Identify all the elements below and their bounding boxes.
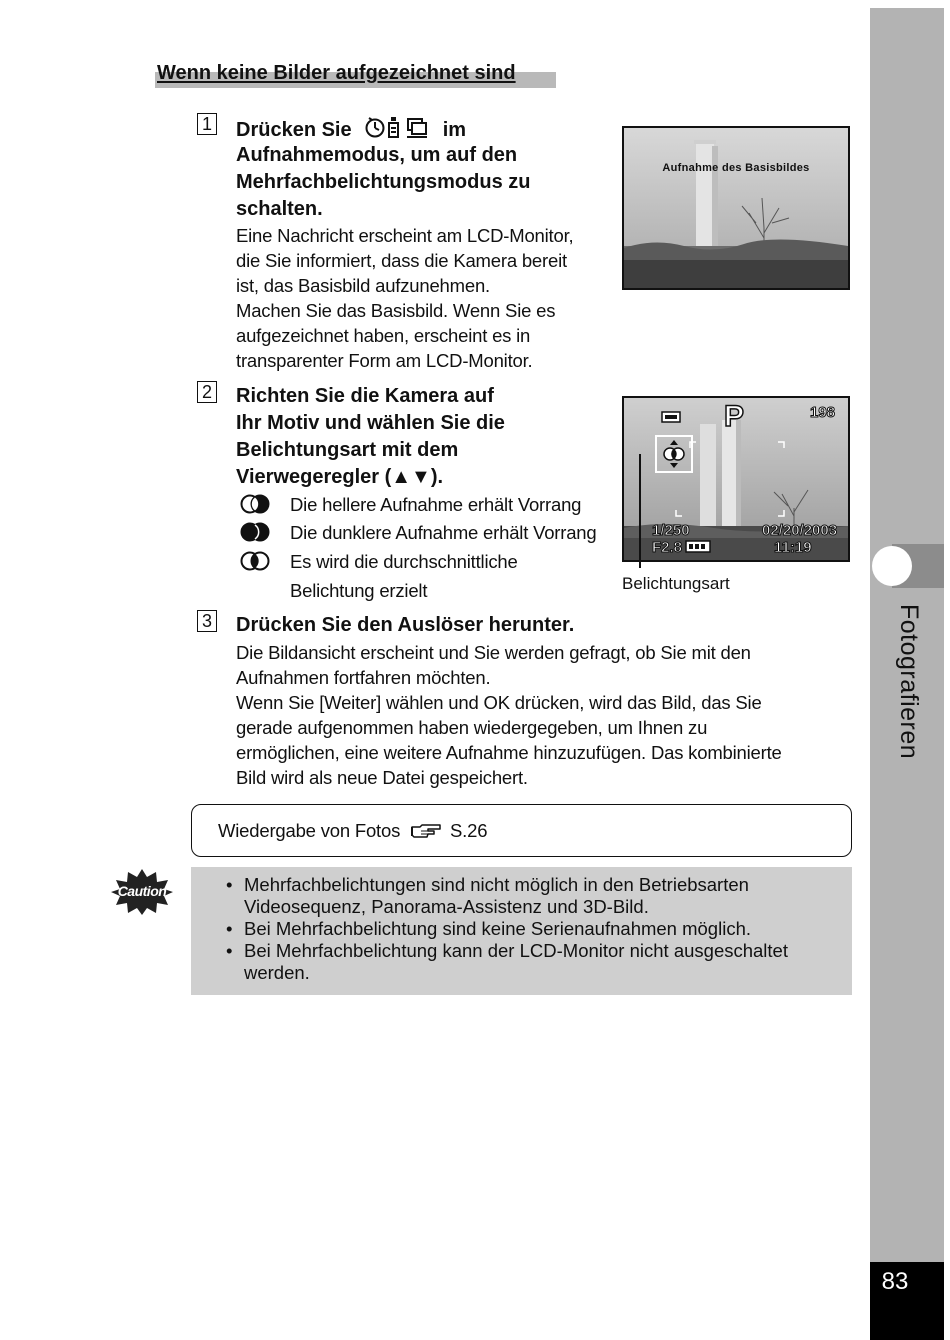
step-3-body-line-3: Wenn Sie [Weiter] wählen und OK drücken, wird das Bild, das Sie [236, 692, 762, 713]
reference-text: Wiedergabe von Fotos [218, 820, 401, 841]
step-2-title-line-3: Belichtungsart mit dem [236, 439, 459, 461]
caution-bullet-1-dot: • [226, 874, 233, 895]
caution-label: Caution [117, 883, 167, 899]
legend-average-line-2: Belichtung erzielt [290, 580, 428, 601]
step-1-body-line-6: transparenter Form am LCD-Monitor. [236, 350, 533, 371]
lcd-date: 02/20/2003 [762, 522, 838, 539]
caution-bullet-2-dot: • [226, 918, 233, 939]
section-marker [872, 546, 912, 586]
step-3-body-line-5: ermöglichen, eine weitere Aufnahme hinzuzufügen. Das kombinierte [236, 742, 782, 763]
caution-bullet-1-line-2: Videosequenz, Panorama-Assistenz und 3D-Bild. [244, 896, 649, 917]
step-2-title-line-1: Richten Sie die Kamera auf [236, 385, 494, 407]
step-2-number: 2 [197, 381, 217, 403]
step-1-title-after: im [442, 119, 467, 141]
brighter-priority-icon [240, 494, 270, 514]
legend-average-line-1: Es wird die durchschnittliche [290, 551, 518, 572]
page-number: 83 [881, 1268, 909, 1295]
step-1-title-line-4: schalten. [236, 198, 323, 220]
caution-bullet-3-line-1: Bei Mehrfachbelichtung kann der LCD-Monitor nicht ausgeschaltet [244, 940, 788, 961]
legend-brighter: Die hellere Aufnahme erhält Vorrang [290, 494, 582, 515]
step-1-body-line-4: Machen Sie das Basisbild. Wenn Sie es [236, 300, 556, 321]
average-exposure-icon [240, 551, 270, 571]
legend-darker: Die dunklere Aufnahme erhält Vorrang [290, 522, 597, 543]
step-2-title-line-4: Vierwegeregler (▲▼). [236, 466, 444, 488]
lcd-shots-remaining: 198 [810, 404, 836, 421]
page-heading: Wenn keine Bilder aufgezeichnet sind [157, 62, 516, 84]
step-1-body-line-1: Eine Nachricht erscheint am LCD-Monitor, [236, 225, 574, 246]
caution-bullet-1-line-1: Mehrfachbelichtungen sind nicht möglich in den Betriebsarten [244, 874, 749, 895]
lcd-shutter: 1/250 [652, 522, 690, 539]
darker-priority-icon [240, 522, 270, 542]
caution-bullet-2-line-1: Bei Mehrfachbelichtung sind keine Serienaufnahmen möglich. [244, 918, 751, 939]
caution-badge [111, 869, 173, 915]
step-3-body-line-4: gerade aufgenommen haben wiedergegeben, um Ihnen zu [236, 717, 708, 738]
pointing-hand-icon [410, 820, 442, 845]
step-1-title-line-2: Aufnahmemodus, um auf den [236, 144, 518, 166]
base-image-caption: Aufnahme des Basisbildes [662, 162, 810, 174]
section-label: Fotografieren [895, 604, 923, 760]
step-1-title-before: Drücken Sie [236, 119, 352, 141]
step-3-body-line-6: Bild wird als neue Datei gespeichert. [236, 767, 528, 788]
lcd-aperture: F2.8 [652, 539, 683, 556]
step-3-title: Drücken Sie den Auslöser herunter. [236, 614, 575, 636]
step-3-body-line-2: Aufnahmen fortfahren möchten. [236, 667, 491, 688]
lcd-time: 11:19 [774, 539, 812, 556]
lcd-preview-photo [622, 396, 850, 562]
reference-page: S.26 [450, 820, 488, 841]
step-3-body-line-1: Die Bildansicht erscheint und Sie werden gefragt, ob Sie mit den [236, 642, 751, 663]
step-3-number: 3 [197, 610, 217, 632]
base-image-photo [622, 126, 850, 290]
exposure-label-leader [639, 454, 641, 568]
step-1-body-line-5: aufgezeichnet haben, erscheint es in [236, 325, 531, 346]
step-1-body-line-2: die Sie informiert, dass die Kamera bereit [236, 250, 567, 271]
lcd-mode: P [724, 400, 745, 433]
exposure-type-label: Belichtungsart [622, 574, 730, 593]
reference-line [218, 818, 487, 845]
step-1-body-line-3: ist, das Basisbild aufzunehmen. [236, 275, 490, 296]
caution-bullet-3-line-2: werden. [244, 962, 310, 983]
caution-bullet-3-dot: • [226, 940, 233, 961]
step-2-title-line-2: Ihr Motiv und wählen Sie die [236, 412, 505, 434]
step-1-number: 1 [197, 113, 217, 135]
step-1-title-line-3: Mehrfachbelichtungsmodus zu [236, 171, 531, 193]
